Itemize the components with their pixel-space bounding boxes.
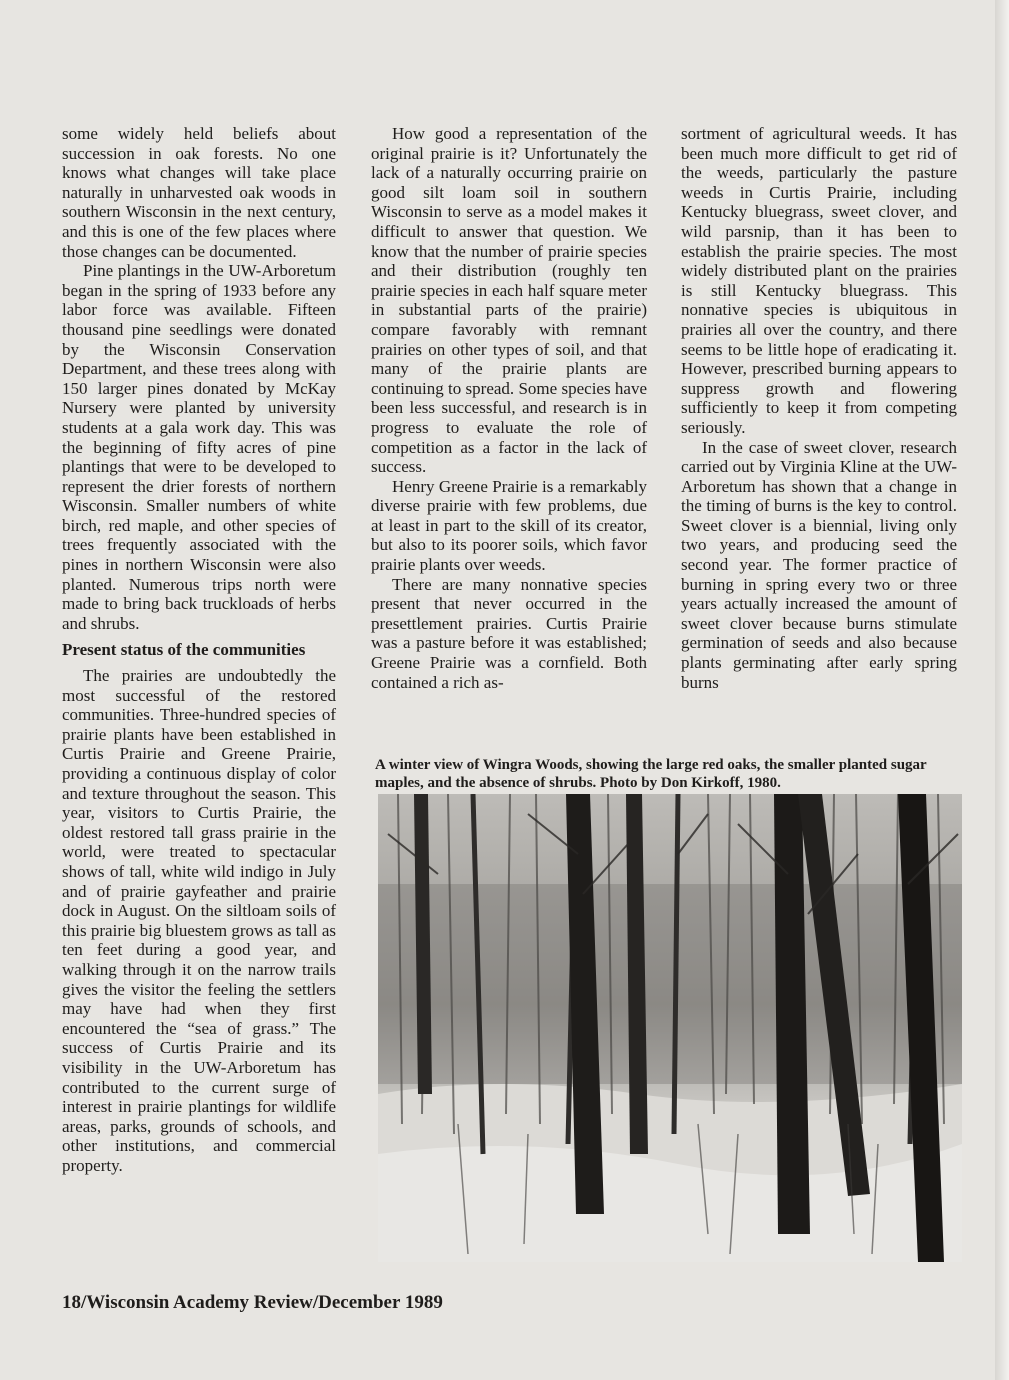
paragraph: some widely held beliefs about succession in oak forests. No one knows what changes will take place naturally in unharvested oak woods in southern Wisconsin in the next century, and this is one of the few places where those changes can be documented. — [62, 124, 336, 261]
paragraph: In the case of sweet clover, research carried out by Virginia Kline at the UW-Arboretum has shown that a change in the timing of burns is the key to control. Sweet clover is a biennial, living only two years, and producing seed the second year. The former practice of burning in spring every two or three years actually increased the amount of sweet clover because burns stimulate germination of seeds and also because plants germinating after early spring burns — [681, 437, 957, 692]
paragraph: Pine plantings in the UW-Arboretum began in the spring of 1933 before any labor force was available. Fifteen thousand pine seedlings were donated by the Wisconsin Conservation Department, and these trees along with 150 larger pines donated by McKay Nursery were planted by university students at a gala work day. This was the beginning of fifty acres of pine plantings that were to be developed to represent the drier forests of northern Wisconsin. Smaller numbers of white birch, red maple, and other species of trees frequently associated with the pines in northern Wisconsin were also planted. Numerous trips north were made to bring back truckloads of herbs and shrubs. — [62, 261, 336, 633]
text-column-2 — [371, 124, 647, 692]
page-edge — [995, 0, 1009, 1380]
photo-caption: A winter view of Wingra Woods, showing the large red oaks, the smaller planted sugar maples, and the absence of shrubs. Photo by Don Kirkoff, 1980. — [375, 757, 927, 791]
paragraph: How good a representation of the original prairie is it? Unfortunately the lack of a naturally occurring prairie on good silt loam soil in southern Wisconsin to serve as a model makes it difficult to answer that question. We know that the number of prairie species and their distribution (roughly ten prairie species in each half square meter in substantial parts of the prairie) compare favorably with remnant prairies on other types of soil, and that many of the prairie plants are continuing to spread. Some species have been less successful, and research is in progress to evaluate the role of competition as a factor in the lack of success. — [371, 124, 647, 477]
paragraph: The prairies are undoubtedly the most successful of the restored communities. Three-hundred species of prairie plants have been established in Curtis Prairie and Greene Prairie, providing a continuous display of color and texture throughout the season. This year, visitors to Curtis Prairie, the oldest restored tall grass prairie in the world, were treated to spectacular shows of tall, white wild indigo in July and of prairie gayfeather and prairie dock in August. On the siltloam soils of this prairie big bluestem grows as tall as ten feet during a good year, and walking through it on the narrow trails gives the visitor the feeling the settlers may have had when they first encountered the “sea of grass.” The success of Curtis Prairie and its visibility in the UW-Arboretum has contributed to the current surge of interest in prairie plantings for wildlife areas, parks, grounds of schools, and other institutions, and commercial property. — [62, 666, 336, 1175]
section-heading: Present status of the communities — [62, 640, 306, 660]
winter-woods-photo — [378, 794, 962, 1262]
paragraph: There are many nonnative species present that never occurred in the presettlement prairies. Curtis Prairie was a pasture before it was established; Greene Prairie was a cornfield. Both contained a rich as- — [371, 574, 647, 692]
page-footer: 18/Wisconsin Academy Review/December 1989 — [62, 1292, 443, 1313]
text-column-3 — [681, 124, 957, 692]
paragraph: Henry Greene Prairie is a remarkably diverse prairie with few problems, due at least in part to the skill of its creator, but also to its poorer soils, which favor prairie plants over weeds. — [371, 476, 647, 575]
paragraph: sortment of agricultural weeds. It has been much more difficult to get rid of the weeds, particularly the pasture weeds in Curtis Prairie, including Kentucky bluegrass, sweet clover, and wild parsnip, than it has been to establish the prairie species. The most widely distributed plant on the prairies is still Kentucky bluegrass. This nonnative species is ubiquitous in prairies all over the country, and there seems to be little hope of eradicating it. However, prescribed burning appears to suppress growth and flowering sufficiently to keep it from competing seriously. — [681, 124, 957, 437]
text-column-1 — [62, 124, 336, 1175]
